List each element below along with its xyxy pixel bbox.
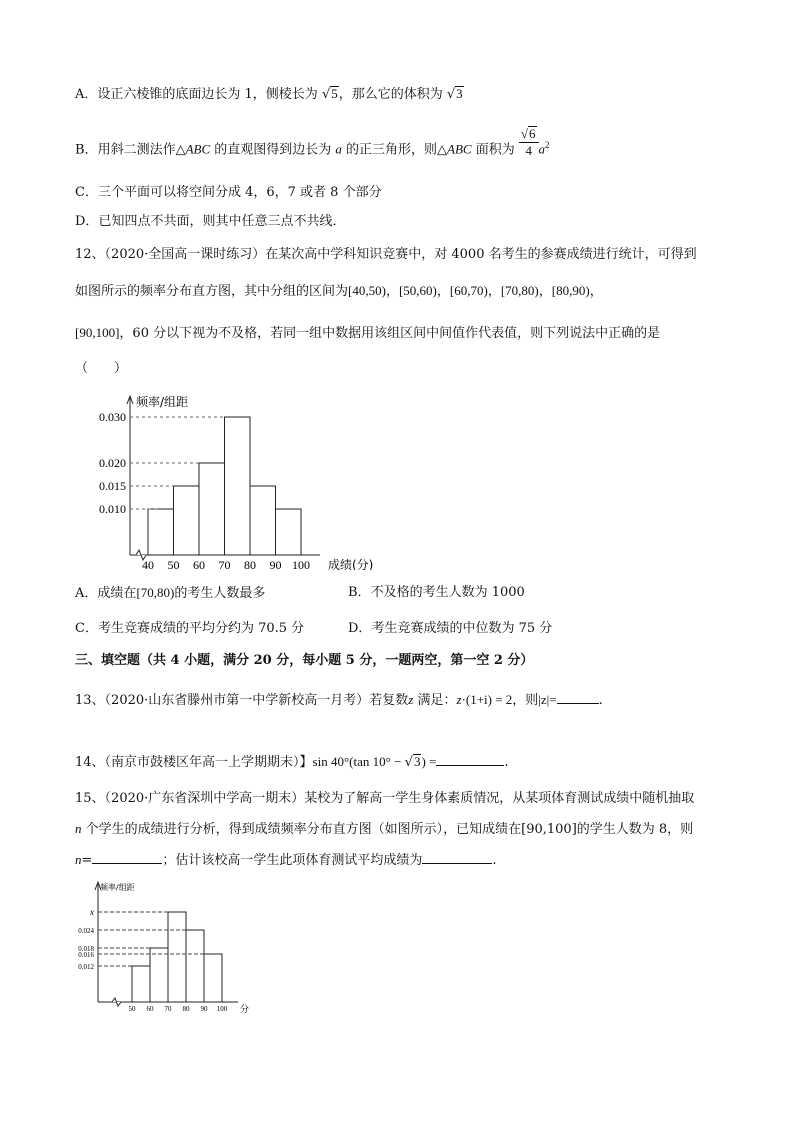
- x-tick-label: 70: [164, 1005, 172, 1013]
- answer-blank[interactable]: [557, 690, 599, 704]
- q15-line1: 15、（2020·广东省深圳中学高一期末）某校为了解高一学生身体素质情况，从某项体育测试成绩中随机抽取: [75, 791, 695, 806]
- y-axis-label: 频率/组距: [136, 395, 189, 409]
- y-axis-label: 频率/组距: [100, 883, 135, 892]
- option-b: B．用斜二测法作△ABC 的直观图得到边长为 a 的正三角形，则△ABC 面积为 $\frac{√6}{4}$ $a^2$: [75, 126, 550, 159]
- y-tick-label: x: [90, 907, 94, 917]
- fraction-sqrt6-over-4: $\frac{√6}{4}$: [519, 126, 539, 159]
- histogram-bar: [168, 912, 186, 1002]
- histogram-bar: [199, 463, 225, 555]
- x-tick-label: 100: [216, 1005, 228, 1013]
- histogram-q15: [70, 878, 270, 1018]
- y-tick-label: 0.018: [78, 945, 94, 953]
- q12-stem-line2: 如图所示的频率分布直方图，其中分组的区间为[40,50)，[50,60)，[60,70)，[70,80)，[80,90)，: [75, 283, 603, 299]
- x-tick-label: 40: [142, 558, 154, 570]
- axis-break: [112, 998, 121, 1006]
- x-axis-label: 分: [240, 1005, 250, 1015]
- q12-option-a: A．成绩在[70,80)的考生人数最多: [75, 585, 266, 601]
- histogram-bar: [148, 509, 174, 555]
- option-c: C．三个平面可以将空间分成 4，6，7 或者 8 个部分: [75, 185, 382, 200]
- x-tick-label: 90: [200, 1005, 208, 1013]
- x-tick-label: 50: [128, 1005, 136, 1013]
- answer-blank[interactable]: [92, 850, 162, 864]
- answer-blank[interactable]: [436, 752, 504, 766]
- histogram-bar: [150, 948, 168, 1002]
- q15-line2: n 个学生的成绩进行分析，得到成绩频率分布直方图（如图所示），已知成绩在[90,100]的学生人数为 8，则: [75, 821, 694, 837]
- y-tick-label: 0.012: [78, 963, 94, 971]
- histogram-bar: [132, 966, 150, 1002]
- histogram-bar: [225, 417, 251, 555]
- answer-blank[interactable]: [422, 850, 492, 864]
- x-tick-label: 80: [182, 1005, 190, 1013]
- y-tick-label: 0.030: [99, 410, 126, 424]
- q12-option-b: B．不及格的考生人数为 1000: [348, 585, 525, 600]
- histogram-bar: [174, 486, 200, 555]
- x-tick-label: 50: [167, 558, 180, 570]
- q15-line3: n= ；估计该校高一学生此项体育测试平均成绩为 .: [75, 852, 497, 868]
- x-tick-label: 100: [292, 558, 310, 570]
- x-tick-label: 90: [269, 558, 282, 570]
- q12-stem-line1: 12、（2020·全国高一课时练习）在某次高中学科知识竞赛中，对 4000 名考生的参赛成绩进行统计，可得到: [75, 247, 697, 262]
- histogram-bar: [250, 486, 276, 555]
- x-tick-label: 80: [244, 558, 256, 570]
- x-tick-label: 60: [146, 1005, 154, 1013]
- option-a: A．设正六棱锥的底面边长为 1，侧棱长为 √5，那么它的体积为 √3: [75, 86, 463, 102]
- y-tick-label: 0.010: [99, 502, 126, 516]
- y-tick-label: 0.020: [99, 456, 126, 470]
- y-tick-label: 0.024: [78, 927, 94, 935]
- histogram-bar: [276, 509, 302, 555]
- histogram-q12: [80, 390, 410, 570]
- x-tick-label: 70: [218, 558, 231, 570]
- q12-option-d: D．考生竞赛成绩的中位数为 75 分: [348, 621, 553, 636]
- q13: 13、（2020·山东省滕州市第一中学新校高一月考）若复数z 满足：z·(1+i) = 2，则|z|= .: [75, 692, 603, 708]
- histogram-bar: [204, 954, 222, 1002]
- y-tick-label: 0.015: [99, 479, 126, 493]
- q14: 14、（南京市鼓楼区年高一上学期期末）】sin 40°(tan 10° − √3) = .: [75, 754, 509, 770]
- section-heading-fill-in: 三、填空题（共 4 小题，满分 20 分，每小题 5 分，一题两空，第一空 2 分）: [75, 653, 534, 668]
- q12-paren: （ ）: [75, 361, 128, 376]
- x-tick-label: 60: [193, 558, 205, 570]
- histogram-bar: [186, 930, 204, 1002]
- q12-stem-line3: [90,100]，60 分以下视为不及格，若同一组中数据用该组区间中间值作代表值，则下列说法中正确的是: [75, 325, 661, 341]
- x-axis-label: 成绩(分): [328, 558, 374, 570]
- q12-option-c: C．考生竞赛成绩的平均分约为 70.5 分: [75, 621, 305, 636]
- y-tick-label: 0.016: [78, 951, 94, 959]
- option-d: D．已知四点不共面，则其中任意三点不共线．: [75, 214, 346, 229]
